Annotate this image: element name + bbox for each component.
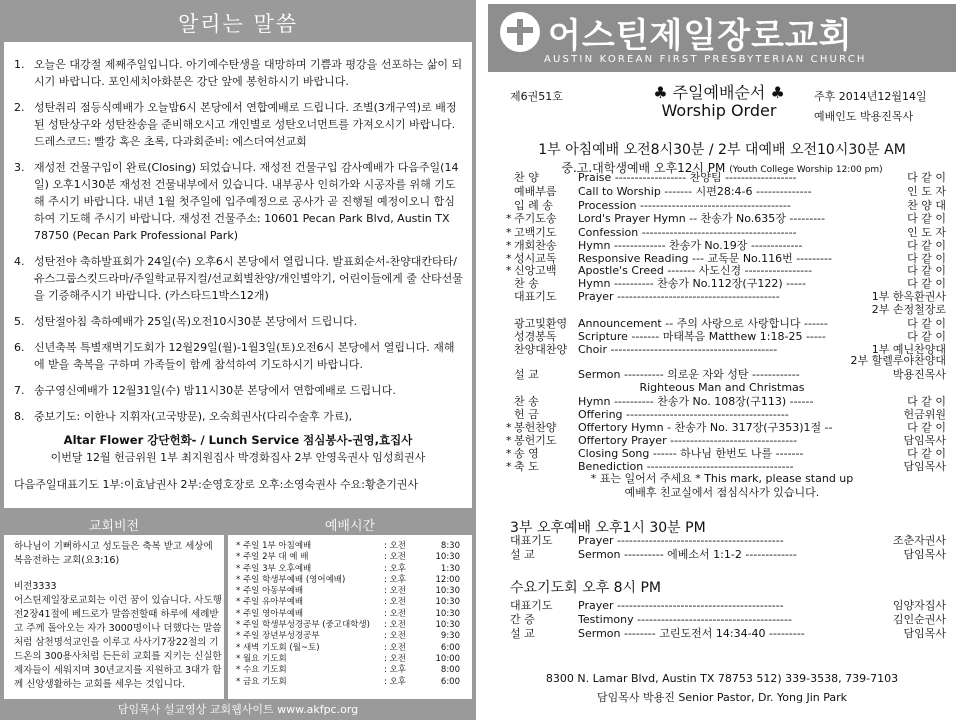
order-label: 입 례 송	[514, 199, 553, 212]
order-person: 박용진목사	[892, 368, 946, 381]
order-person: 다 같 이	[907, 317, 946, 330]
vision-text: 어스틴제일장로교회는 이런 꿈이 있습니다. 사도행전2장41절에 베드로가 말씀전할때 하루에 세례받고 주께 돌아오는 자가 3000명이나 더했다는 말씀처럼 삼천명석교인을 이루고 사사기7장22절의 기드온의 300용사처럼 든든히 교회를 지키는 신실한제자들이 세워지며 30년교지를 지원하고 3대가 함께 신앙생활하는 교회를 세우는 것입니다.	[14, 595, 222, 690]
order-detail: Apostle's Creed ------- 사도신경 -----------------	[578, 264, 813, 277]
notice-number: 8.	[14, 410, 25, 423]
notice-text: 성탄취리 점등식예배가 오늘밤6시 본당에서 연합예배로 드립니다. 조별(3개구역)로 배정된 성탄상구와 성탄찬송을 준비해오시고 개인별로 성탄오너먼트를 가져오시기 바랍니다. 드레스코드: 빨강 혹은 초록, 다과회준비: 에스더여선교회	[34, 101, 457, 148]
schedule-time: 6:00	[440, 676, 460, 687]
order-person: 인 도 자	[907, 185, 946, 198]
order-detail: Hymn ------------- 찬송가 No.19장 -------------	[578, 239, 803, 252]
schedule-time: 10:30	[435, 597, 460, 608]
order-label: 고백기도	[514, 226, 557, 239]
order-detail: Prayer ------------------------------------------	[578, 534, 784, 547]
order-label: 봉헌기도	[514, 434, 557, 447]
youth-service-english: (Youth College Worship 12:00 pm)	[729, 165, 883, 175]
order-label: 신앙고백	[514, 264, 557, 277]
order-title-english: Worship Order	[661, 101, 777, 120]
order-person: 담임목사	[903, 460, 946, 473]
notice-text: 중보기도: 이한나 지휘자(고국방문), 오숙희권사(다리수술후 가료),	[34, 410, 353, 423]
schedule-row	[236, 564, 472, 575]
order-title-korean: ♣ 주일예배순서 ♣	[653, 83, 785, 102]
order-label: 성경봉독	[514, 330, 557, 343]
order-person: 담임목사	[903, 627, 946, 640]
schedule-row	[236, 677, 472, 688]
order-person: 다 같 이	[907, 171, 946, 184]
order-label: 헌 금	[514, 408, 539, 421]
notice-item	[12, 159, 464, 244]
order-person: 인 도 자	[907, 226, 946, 239]
stand-mark: *	[506, 421, 512, 434]
notice-number: 6.	[14, 341, 25, 354]
stand-note: * 표는 일어서 주세요 * This mark, please stand up	[590, 472, 854, 485]
order-detail: Hymn ---------- 찬송가 No. 108장(구113) ------	[578, 395, 814, 408]
schedule-row	[236, 586, 472, 597]
order-label: 설 교	[510, 627, 535, 640]
schedule-row	[236, 609, 472, 620]
notice-text: 재성전 건물구입이 완료(Closing) 되었습니다. 재성전 건물구입 감사예배가 다음주일(14일) 오후1시30분 재성전 건물내부에서 있습니다. 내부공사 인허가와 시공자를 위해 기도해 주시기 바랍니다. 내년 1월 첫주일에 입주예정으로 공사가 곧 진행될 예정이오니 합심하여 기도해 주시기 바랍니다. 재성전 건물주소: 10601 Pecan Park Blvd, Austin TX 78750 (Pecan Park Professional Park)	[34, 161, 459, 242]
order-label: 설 교	[510, 548, 535, 561]
schedule-row	[236, 575, 472, 586]
schedule-name: * 주일 영아부예배	[236, 608, 304, 619]
order-label: 개회찬송	[514, 239, 557, 252]
schedule-name: * 금요 기도회	[236, 676, 287, 687]
order-person: 김인순권사	[892, 613, 946, 626]
schedule-ampm: : 오전	[384, 552, 406, 563]
service1-title: 1부 아침예배 오전8시30분 / 2부 대예배 오전10시30분 AM	[538, 142, 906, 158]
schedule-name: * 새벽 기도회 (월~토)	[236, 642, 320, 653]
notice-item	[12, 339, 464, 373]
order-label: 설 교	[514, 368, 539, 381]
notice-text: 성탄절아침 축하예배가 25일(목)오전10시30분 본당에서 드립니다.	[34, 315, 358, 328]
notice-item	[12, 253, 464, 304]
stand-mark: *	[506, 264, 512, 277]
notice-items	[12, 56, 464, 425]
order-title	[634, 84, 804, 120]
schedule-ampm: : 오후	[384, 563, 406, 574]
order-person: 다 같 이	[907, 277, 946, 290]
order-label: 광고및환영	[514, 317, 568, 330]
worship-leader: 예배인도 박용진목사	[814, 110, 914, 123]
stand-mark: *	[506, 447, 512, 460]
schedule-time: 12:00	[435, 574, 460, 585]
flower-lunch-line	[12, 432, 464, 466]
schedule-time: 10:30	[435, 552, 460, 563]
notice-list	[4, 42, 472, 508]
left-footer: 담임목사 설교영상 교회웹사이트 www.akfpc.org	[117, 703, 359, 716]
schedule-ampm: : 오전	[384, 620, 406, 631]
order-label: 대표기도	[510, 599, 553, 612]
schedule-name: * 주일 학생부예배 (영어예배)	[236, 574, 346, 585]
order-person: 담임목사	[903, 548, 946, 561]
stand-mark: *	[506, 226, 512, 239]
order-label: 예배부름	[514, 185, 557, 198]
schedule-time: 10:30	[435, 586, 460, 597]
order-person: 다 같 이	[907, 421, 946, 434]
service3-title: 3부 오후예배 오후1시 30분 PM	[510, 520, 706, 536]
announcements-panel	[0, 0, 476, 720]
order-detail: Sermon ---------- 에베소서 1:1-2 -------------	[578, 548, 797, 561]
church-banner	[488, 4, 956, 72]
schedule-box	[228, 535, 472, 699]
order-person: 다 같 이	[907, 212, 946, 225]
schedule-ampm: : 오전	[384, 541, 406, 551]
stand-mark: *	[506, 239, 512, 252]
order-detail: Procession --------------------------------------	[578, 199, 791, 212]
offering-committee-line: 이번달 12월 헌금위원 1부 최지원집사 박경화집사 2부 안영옥권사 임성희권사	[50, 451, 426, 464]
vision-box	[4, 535, 224, 699]
choir-second-service: 2부 할렐루야찬양대	[850, 354, 946, 367]
notice-text: 성탄전야 축하발표회가 24일(수) 오후6시 본당에서 열립니다. 발표회순서-찬양대칸타타/유스그룹스킷드라마/주일학교뮤지컬/선교회별찬양/개인별악기, 어린이들에게 줄 산타선물을 기증해주시기 바랍니다. (카스타드1박스12개)	[34, 255, 463, 302]
schedule-ampm: : 오전	[384, 653, 406, 664]
schedule-ampm: : 오전	[384, 642, 406, 653]
vision-verse: 하나님이 기뻐하시고 성도들은 축복 받고 세상에 복음전하는 교회(요3:16)	[14, 541, 213, 566]
schedule-name: * 수요 기도회	[236, 665, 287, 676]
schedule-name: * 주일 1부 아침예배	[236, 541, 312, 551]
order-label: 대표기도	[510, 534, 553, 547]
church-address: 8300 N. Lamar Blvd, Austin TX 78753 512) 339-3538, 739-7103	[545, 672, 899, 685]
order-detail: Sermon ---------- 의로운 자와 성탄 ------------	[578, 368, 800, 381]
schedule-row	[236, 541, 472, 552]
order-label: 봉헌찬양	[514, 421, 557, 434]
order-detail: Prayer ------------------------------------------	[578, 599, 784, 612]
schedule-row	[236, 654, 472, 665]
order-detail: Offertory Hymn - 찬송가 No. 317장(구353)1절 --	[578, 421, 833, 434]
order-person: 조춘자권사	[892, 534, 946, 547]
notice-number: 7.	[14, 384, 25, 397]
schedule-time: 9:30	[440, 631, 460, 642]
stand-mark: *	[506, 434, 512, 447]
schedule-name: * 주일 장년부성경공부	[236, 631, 320, 642]
cross-logo-icon	[500, 12, 540, 52]
prayer-second-service: 2부 손정철장로	[871, 303, 946, 316]
schedule-ampm: : 오후	[384, 676, 406, 687]
order-person: 다 같 이	[907, 330, 946, 343]
schedule-row	[236, 552, 472, 563]
order-label: 찬양대찬양	[514, 343, 568, 356]
schedule-row	[236, 643, 472, 654]
stand-mark: *	[506, 460, 512, 473]
order-person: 임양자집사	[892, 599, 946, 612]
schedule-name: * 주일 유아부예배	[236, 597, 304, 608]
order-person: 담임목사	[903, 434, 946, 447]
order-label: 축 도	[514, 460, 539, 473]
order-detail: Offering -----------------------------------------	[578, 408, 789, 421]
order-person: 다 같 이	[907, 239, 946, 252]
service-date: 주후 2014년12월14일	[814, 90, 927, 103]
announcements-title: 알리는 말씀	[177, 11, 299, 36]
schedule-name: * 주일 2부 대 예 배	[236, 552, 309, 563]
church-name: 어스틴제일장로교회	[548, 16, 853, 56]
order-detail: Closing Song ------ 하나님 한번도 나를 -------	[578, 447, 804, 460]
notice-number: 4.	[14, 255, 25, 268]
order-detail: Responsive Reading --- 교독문 No.116번 ---------	[578, 252, 832, 265]
order-person: 다 같 이	[907, 447, 946, 460]
notice-number: 2.	[14, 101, 25, 114]
notice-text: 송구영신예배가 12월31일(수) 밤11시30분 본당에서 연합예배로 드립니다.	[34, 384, 396, 397]
schedule-ampm: : 오후	[384, 574, 406, 585]
lunch-note: 예배후 친교실에서 점심식사가 있습니다.	[624, 486, 820, 499]
order-person: 다 같 이	[907, 395, 946, 408]
stand-mark: *	[506, 212, 512, 225]
schedule-row	[236, 597, 472, 608]
schedule-name: * 주일 학생부성경공부 (중고대학생)	[236, 620, 370, 631]
schedule-ampm: : 오전	[384, 586, 406, 597]
schedule-time: 10:30	[435, 620, 460, 631]
order-label: 찬 양	[514, 171, 539, 184]
order-detail: Lord's Prayer Hymn -- 찬송가 No.635장 ---------	[578, 212, 826, 225]
order-label: 찬 송	[514, 395, 539, 408]
schedule-name: * 주일 3부 오후예배	[236, 563, 312, 574]
order-person: 1부 예닌찬양대	[871, 343, 946, 356]
volume-number: 제6권51호	[510, 90, 563, 103]
order-detail: Benediction -------------------------------------	[578, 460, 794, 473]
order-detail: Call to Worship ------- 시편28:4-6 --------------	[578, 185, 812, 198]
notice-number: 5.	[14, 315, 25, 328]
announcements-header	[4, 4, 472, 41]
order-label: 송 영	[514, 447, 539, 460]
notice-text: 신년축복 특별재벽기도회가 12월29일(월)-1월3일(토)오전6시 본당에서 열립니다. 재해에 받을 축복을 구하며 가족들이 함께 참석하여 기도하시기 바랍니다.	[34, 341, 455, 371]
notice-number: 1.	[14, 58, 25, 71]
order-detail: Scripture ------- 마태복음 Matthew 1:18-25 -----	[578, 330, 826, 343]
schedule-name: * 주일 아동부예배	[236, 586, 304, 597]
schedule-ampm: : 오전	[384, 631, 406, 642]
schedule-time: 10:00	[435, 653, 460, 664]
notice-text: 오늘은 대강절 제째주일입니다. 아기예수탄생을 대망하며 기쁨과 평강을 선포하는 삶이 되시기 바랍니다. 포인세치아화분은 강단 앞에 봉헌하시기 바랍니다.	[34, 58, 463, 88]
church-name-english: AUSTIN KOREAN FIRST PRESBYTERIAN CHURCH	[544, 54, 867, 65]
order-detail: Sermon -------- 고린도전서 14:34-40 ---------	[578, 627, 805, 640]
schedule-ampm: : 오후	[384, 665, 406, 676]
flower-title: Altar Flower 강단헌화- / Lunch Service 점심봉사-권영,효집사	[63, 433, 413, 447]
schedule-list	[236, 541, 472, 688]
notice-item	[12, 382, 464, 399]
schedule-row	[236, 620, 472, 631]
notice-item	[12, 408, 464, 425]
order-detail: Announcement -- 주의 사랑으로 사랑합니다 ------	[578, 317, 828, 330]
notice-number: 3.	[14, 161, 25, 174]
vision-code: 비전3333	[14, 581, 57, 592]
order-detail: Testimony ---------------------------------------	[578, 613, 792, 626]
schedule-time: 1:30	[440, 563, 460, 574]
notice-item	[12, 313, 464, 330]
schedule-time: 8:00	[440, 665, 460, 676]
order-person: 다 같 이	[907, 252, 946, 265]
schedule-time: 10:30	[435, 608, 460, 619]
order-person: 1부 한옥환권사	[871, 290, 946, 303]
schedule-ampm: : 오전	[384, 597, 406, 608]
sermon-title-english: Righteous Man and Christmas	[639, 381, 805, 394]
order-label: 성시교독	[514, 252, 557, 265]
order-label: 주기도송	[514, 212, 557, 225]
next-week-prayer: 다음주일대표기도 1부:이효남권사 2부:순영호장로 오후:소영숙권사 수요:황춘기권사	[14, 478, 419, 491]
order-label: 대표기도	[514, 290, 557, 303]
order-detail: Hymn ---------- 찬송가 No.112장(구122) -----	[578, 277, 806, 290]
stand-mark: *	[506, 252, 512, 265]
schedule-header: 예배시간	[228, 513, 472, 535]
order-detail: Praise ------------------ 찬양팀 ------------------	[578, 171, 797, 184]
order-detail: Offertory Prayer --------------------------------	[578, 434, 798, 447]
order-label: 찬 송	[514, 277, 539, 290]
wednesday-title: 수요기도회 오후 8시 PM	[510, 580, 661, 596]
notice-item	[12, 56, 464, 90]
order-person: 찬 양 대	[907, 199, 946, 212]
order-detail: Choir ------------------------------------------	[578, 343, 778, 356]
schedule-row	[236, 631, 472, 642]
order-detail: Confession ---------------------------------------	[578, 226, 797, 239]
worship-order-panel	[484, 0, 960, 720]
vision-header: 교회비전	[4, 513, 224, 535]
schedule-time: 8:30	[440, 541, 460, 551]
order-person: 헌금위원	[903, 408, 946, 421]
schedule-time: 6:00	[440, 642, 460, 653]
schedule-ampm: : 오전	[384, 608, 406, 619]
order-label: 간 증	[510, 613, 535, 626]
order-detail: Prayer -----------------------------------------	[578, 290, 780, 303]
schedule-name: * 월요 기도회	[236, 653, 287, 664]
order-person: 다 같 이	[907, 264, 946, 277]
schedule-row	[236, 665, 472, 676]
senior-pastor-line: 담임목사 박용진 Senior Pastor, Dr. Yong Jin Park	[596, 691, 848, 704]
notice-item	[12, 99, 464, 150]
youth-service-korean: 중.고.대학생예배 오후12시 PM	[561, 161, 726, 175]
